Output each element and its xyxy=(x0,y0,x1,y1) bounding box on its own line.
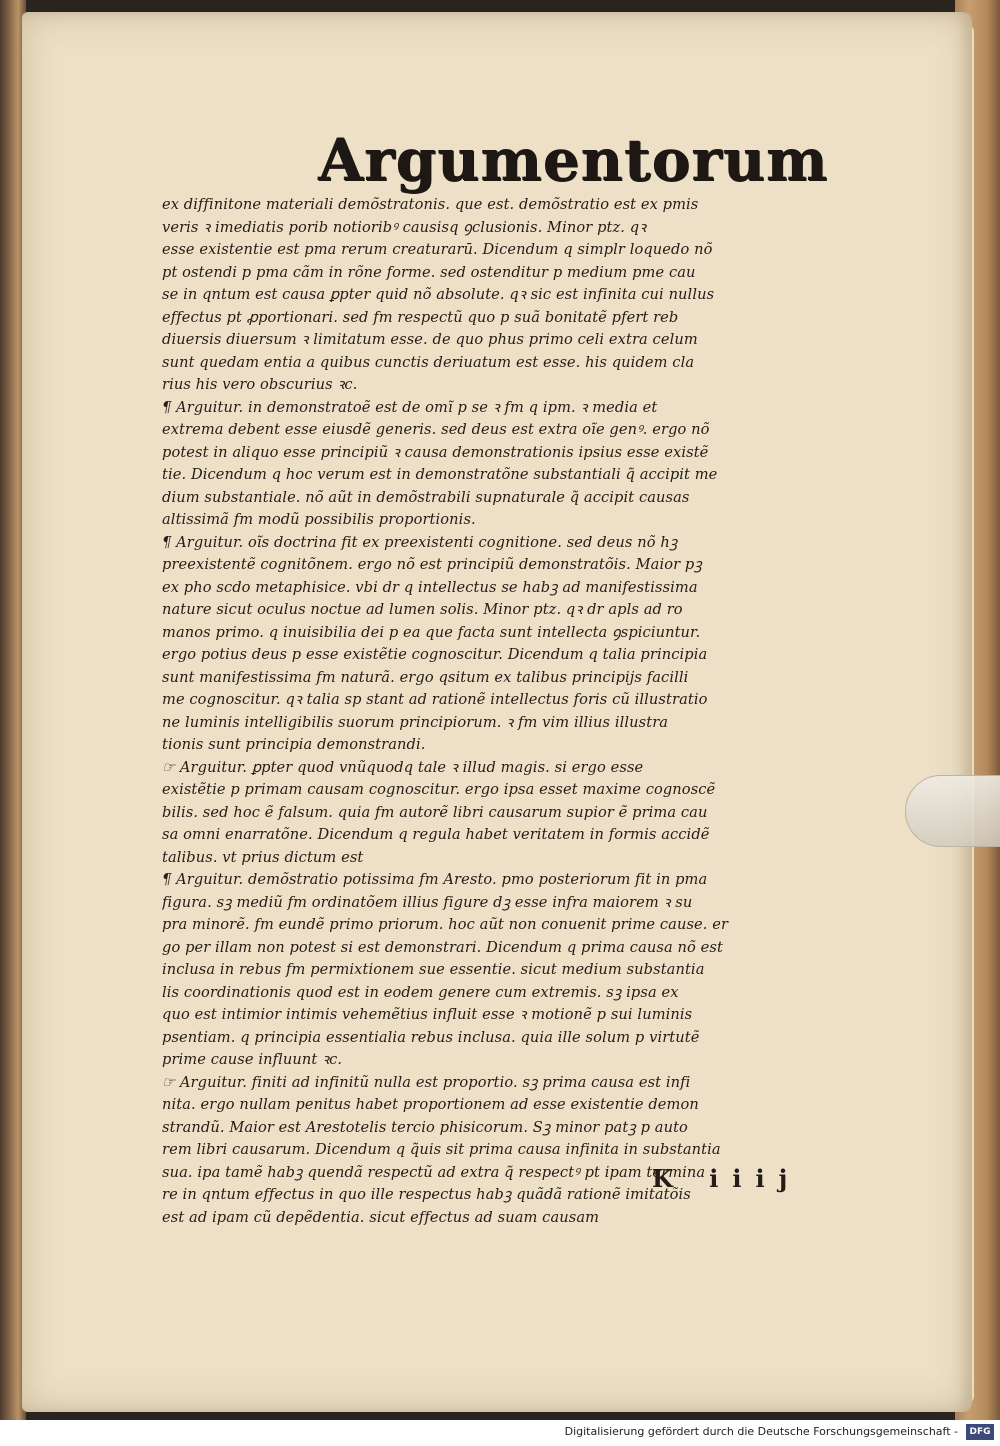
text-line: pra minorẽ. fm eundẽ primo priorum. hoc aũt non conuenit prime cause. er xyxy=(162,916,729,933)
clasp-clip xyxy=(905,775,1000,847)
text-line: altissimã fm modũ possibilis proportionis. xyxy=(162,511,476,528)
text-line: ex pho scdo metaphisice. vbi dr q intellectus se habꝫ ad manifestissima xyxy=(162,578,698,596)
text-line: tionis sunt principia demonstrandi. xyxy=(162,736,426,753)
text-line: esse existentie est pma rerum creaturarū. Dicendum q simplr loquedo nõ xyxy=(162,241,713,258)
text-line: se in qntum est causa ꝑpter quid nõ absolute. qꝛ sic est infinita cui nullus xyxy=(162,286,715,303)
text-line: prime cause influunt ꝛc. xyxy=(162,1051,343,1068)
text-line: ¶ Arguitur. in demonstratoẽ est de omĩ p se ꝛ fm q ipm. ꝛ media et xyxy=(162,398,658,416)
text-line: manos primo. q inuisibilia dei p ea que facta sunt intellecta ꝯspiciuntur. xyxy=(162,623,701,641)
text-line: ex diffinitone materiali demõstratonis. que est. demõstratio est ex pmis xyxy=(162,196,699,213)
body-text xyxy=(162,194,774,1229)
text-line: re in qntum effectus in quo ille respectus habꝫ quãdã rationẽ imitatõis xyxy=(162,1186,691,1203)
text-line: ne luminis intelligibilis suorum principiorum. ꝛ fm vim illius illustra xyxy=(162,713,669,731)
text-line: ergo potius deus p esse existẽtie cognoscitur. Dicendum q talia principia xyxy=(162,646,708,663)
text-line: figura. sꝫ mediũ fm ordinatõem illius figure dꝫ esse infra maiorem ꝛ su xyxy=(162,893,693,911)
dfg-logo: DFG xyxy=(966,1424,994,1440)
text-line: preexistentẽ cognitõnem. ergo nõ est principiũ demonstratõis. Maior pꝫ xyxy=(162,556,702,573)
text-line: go per illam non potest si est demonstrari. Dicendum q prima causa nõ est xyxy=(162,938,723,956)
text-line: sunt quedam entia a quibus cunctis deriuatum est esse. his quidem cla xyxy=(162,353,695,371)
text-line: tie. Dicendum q hoc verum est in demonstratõne substantiali q̃ accipit me xyxy=(162,466,718,483)
text-line: veris ꝛ imediatis porib notioribꝰ causisq ꝯclusionis. Minor ptz. qꝛ xyxy=(162,218,647,236)
text-line: potest in aliquo esse principiũ ꝛ causa demonstrationis ipsius esse existẽ xyxy=(162,443,709,461)
text-line: pt ostendi p pma cãm in rõne forme. sed ostenditur p medium pme cau xyxy=(162,263,696,281)
text-line: bilis. sed hoc ẽ falsum. quia fm autorẽ libri causarum supior ẽ prima cau xyxy=(162,803,708,821)
text-line: psentiam. q principia essentialia rebus inclusa. quia ille solum p virtutẽ xyxy=(162,1028,700,1046)
text-line: est ad ipam cũ depẽdentia. sicut effectus ad suam causam xyxy=(162,1208,600,1226)
text-line: strandũ. Maior est Arestotelis tercio phisicorum. Sꝫ minor patꝫ p auto xyxy=(162,1118,688,1136)
text-line: extrema debent esse eiusdẽ generis. sed deus est extra oĩe genꝰ. ergo nõ xyxy=(162,421,710,438)
text-line: effectus pt ꝓportionari. sed fm respectũ quo p suã bonitatẽ pfert reb xyxy=(162,308,679,326)
signature-mark: K iiij xyxy=(652,1164,802,1193)
text-line: ☞ Arguitur. finiti ad infinitũ nulla est proportio. sꝫ prima causa est infi xyxy=(162,1073,691,1091)
text-line: talibus. vt prius dictum est xyxy=(162,848,364,866)
text-line: lis coordinationis quod est in eodem genere cum extremis. sꝫ ipsa ex xyxy=(162,983,679,1001)
text-line: ¶ Arguitur. demõstratio potissima fm Aresto. pmo posteriorum fit in pma xyxy=(162,871,708,888)
text-line: quo est intimior intimis vehemẽtius influit esse ꝛ motionẽ p sui luminis xyxy=(162,1006,693,1023)
text-line: me cognoscitur. qꝛ talia sp stant ad rationẽ intellectus foris cũ illustratio xyxy=(162,691,708,708)
text-line: sunt manifestissima fm naturã. ergo qsitum ex talibus principijs facilli xyxy=(162,668,689,686)
text-line: rem libri causarum. Dicendum q q̃uis sit prima causa infinita in substantia xyxy=(162,1141,721,1158)
text-line: diuersis diuersum ꝛ limitatum esse. de quo phus primo celi extra celum xyxy=(162,331,698,348)
text-line: sa omni enarratõne. Dicendum q regula habet veritatem in formis accidẽ xyxy=(162,826,710,843)
text-line: dium substantiale. nõ aũt in demõstrabili supnaturale q̃ accipit causas xyxy=(162,488,690,506)
text-line: ☞ Arguitur. ꝑpter quod vnũquodq tale ꝛ illud magis. si ergo esse xyxy=(162,758,644,776)
footer-bar xyxy=(0,1420,1000,1446)
footer-credit: Digitalisierung gefördert durch die Deutsche Forschungsgemeinschaft - xyxy=(564,1425,958,1438)
text-line: existẽtie p primam causam cognoscitur. ergo ipsa esset maxime cognoscẽ xyxy=(162,781,716,798)
text-line: nita. ergo nullam penitus habet proportionem ad esse existentie demon xyxy=(162,1096,699,1113)
text-line: sua. ipa tamẽ habꝫ quendã respectũ ad extra q̃ respectꝰ pt ipam termina xyxy=(162,1163,706,1181)
text-line: ¶ Arguitur. oĩs doctrina fit ex preexistenti cognitione. sed deus nõ hꝫ xyxy=(162,533,678,551)
text-line: nature sicut oculus noctue ad lumen solis. Minor ptz. qꝛ dr apls ad ro xyxy=(162,601,683,618)
text-line: rius his vero obscurius ꝛc. xyxy=(162,376,358,393)
page-heading: Argumentorum xyxy=(318,126,829,194)
text-line: inclusa in rebus fm permixtionem sue essentie. sicut medium substantia xyxy=(162,961,705,978)
